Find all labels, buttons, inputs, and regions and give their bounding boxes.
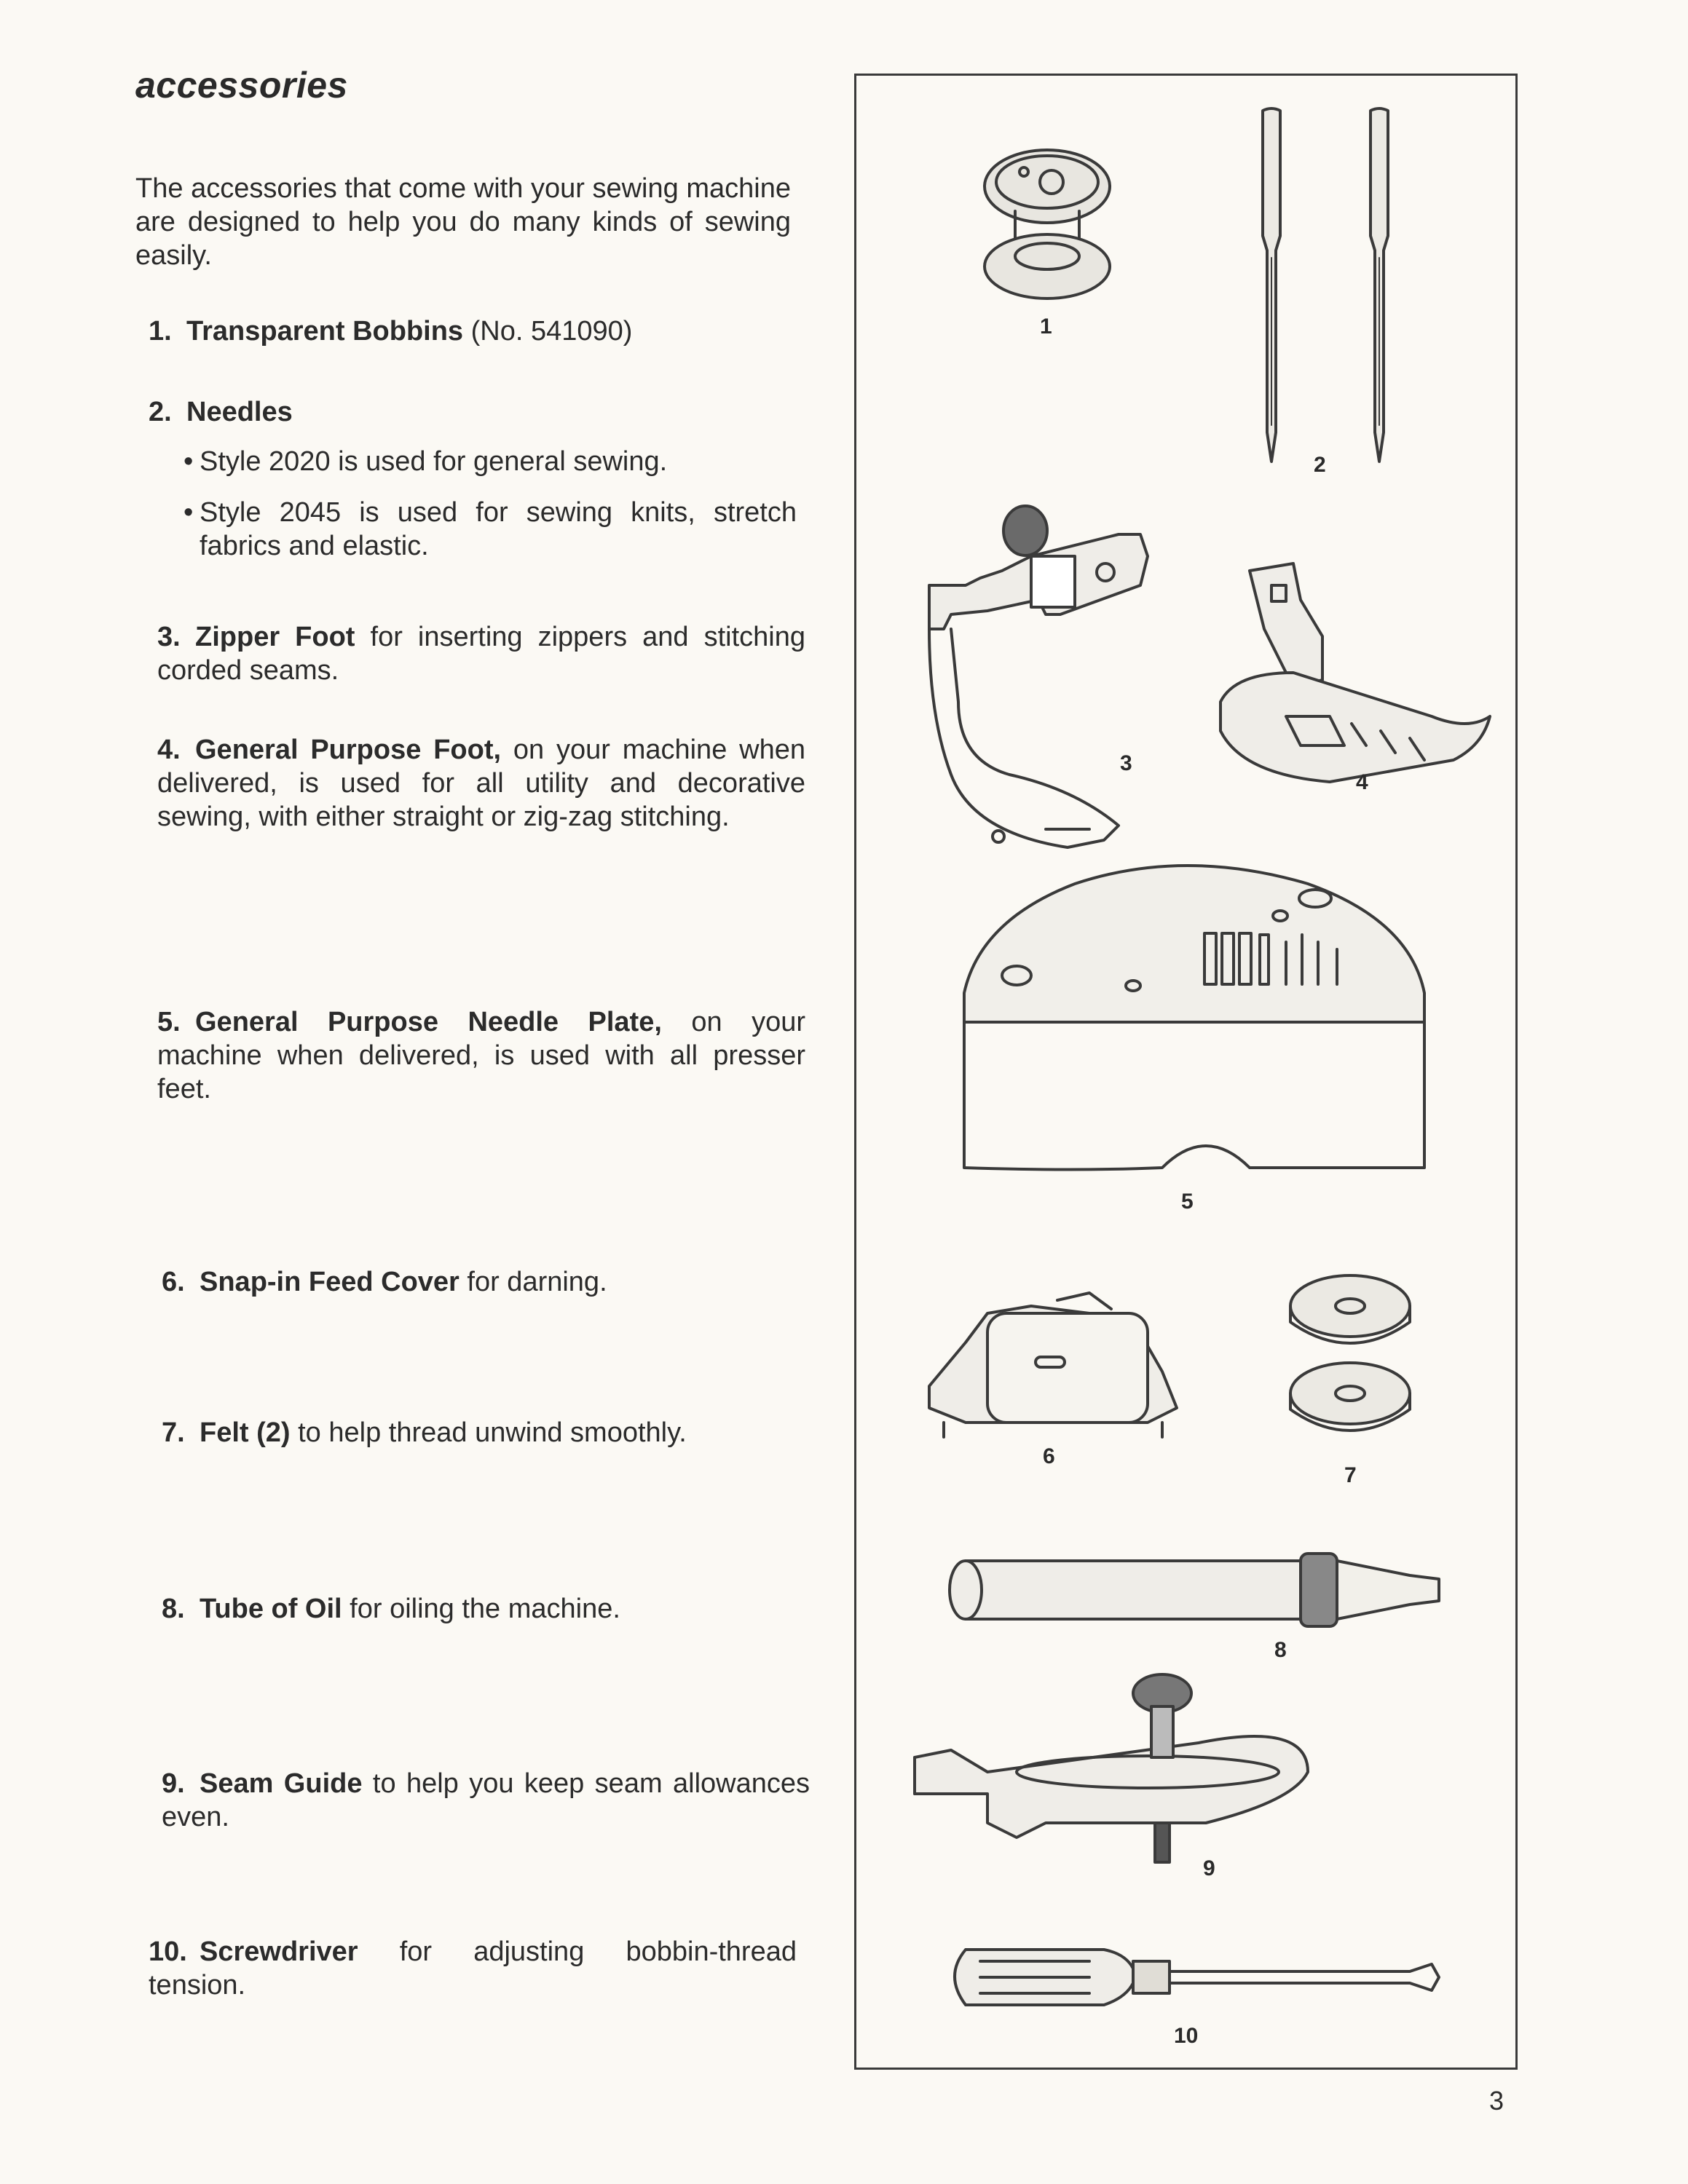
figure-label-3: 3 xyxy=(1120,751,1132,775)
item-number: 1. xyxy=(149,316,172,347)
list-item-8 xyxy=(162,1592,810,1626)
item-title: General Purpose Needle Plate, xyxy=(195,1007,662,1037)
item-title: Screwdriver xyxy=(200,1936,358,1967)
list-item-3 xyxy=(157,620,805,687)
figure-label-9: 9 xyxy=(1203,1856,1215,1880)
felt-drawing xyxy=(1290,1275,1410,1431)
figure-label-1: 1 xyxy=(1040,314,1052,339)
item-number: 6. xyxy=(162,1267,185,1297)
screwdriver-drawing xyxy=(955,1950,1439,2005)
item-number: 8. xyxy=(162,1594,185,1624)
figure-label-8: 8 xyxy=(1274,1638,1287,1662)
item-title: Zipper Foot xyxy=(195,622,355,652)
accessories-illustration xyxy=(856,76,1515,2068)
item-title: Transparent Bobbins xyxy=(186,316,464,347)
item-text: for darning. xyxy=(459,1267,607,1297)
item-text: for adjusting bobbin-thread tension. xyxy=(149,1936,797,2001)
seam-guide-drawing xyxy=(915,1674,1308,1862)
item-text: for inserting zippers and stitching corded seams. xyxy=(157,622,805,686)
item-title: General Purpose Foot, xyxy=(195,735,502,765)
list-item-2 xyxy=(149,395,797,580)
oil-tube-drawing xyxy=(950,1554,1439,1626)
item-text: to help you keep seam allowances even. xyxy=(162,1768,811,1832)
item-text: to help thread unwind smoothly. xyxy=(290,1417,687,1448)
item-title: Needles xyxy=(186,397,293,427)
page-title: accessories xyxy=(135,65,348,106)
list-item-9 xyxy=(162,1767,810,1834)
item-title: Tube of Oil xyxy=(200,1594,342,1624)
bobbin-drawing xyxy=(985,150,1110,298)
illustration-panel xyxy=(854,74,1518,2070)
intro-paragraph: The accessories that come with your sewing machine are designed to help you do many kinds of sewing easily. xyxy=(135,173,791,271)
figure-label-7: 7 xyxy=(1344,1463,1357,1487)
figure-label-6: 6 xyxy=(1043,1444,1055,1468)
figure-label-4: 4 xyxy=(1356,770,1368,794)
figure-label-2: 2 xyxy=(1314,453,1326,477)
list-item-7 xyxy=(162,1416,810,1449)
item-number: 5. xyxy=(157,1007,181,1037)
item-text: for oiling the machine. xyxy=(342,1594,620,1624)
list-item-1 xyxy=(149,314,797,348)
list-item-10 xyxy=(149,1935,797,2002)
item-text: (No. 541090) xyxy=(463,316,633,347)
needle-plate-drawing xyxy=(964,866,1424,1170)
feed-cover-drawing xyxy=(929,1293,1177,1437)
item-title: Felt (2) xyxy=(200,1417,291,1448)
list-item-4 xyxy=(157,733,805,834)
list-item-6 xyxy=(162,1265,810,1299)
item-number: 4. xyxy=(157,735,181,765)
zipper-foot-drawing xyxy=(929,506,1148,847)
item-text: on your machine when delivered, is used with all presser feet. xyxy=(157,1007,805,1104)
item-title: Snap-in Feed Cover xyxy=(200,1267,460,1297)
list-item-5 xyxy=(157,1005,805,1106)
item-number: 2. xyxy=(149,397,172,427)
figure-label-10: 10 xyxy=(1174,2024,1199,2048)
page-number: 3 xyxy=(1489,2086,1504,2116)
item-number: 3. xyxy=(157,622,181,652)
bullet-item: • Style 2045 is used for sewing knits, stretch fabrics and elastic. xyxy=(184,497,797,561)
item-text: on your machine when delivered, is used for all utility and decorative sewing, with either straight or zig-zag stitching. xyxy=(157,735,805,832)
bullet-item: • Style 2020 is used for general sewing. xyxy=(184,446,668,477)
bullet-list xyxy=(149,445,797,563)
item-number: 9. xyxy=(162,1768,185,1799)
general-purpose-foot-drawing xyxy=(1220,563,1490,782)
item-title: Seam Guide xyxy=(200,1768,363,1799)
figure-label-5: 5 xyxy=(1181,1190,1194,1214)
item-number: 7. xyxy=(162,1417,185,1448)
item-number: 10. xyxy=(149,1936,187,1967)
needles-drawing xyxy=(1263,108,1388,462)
